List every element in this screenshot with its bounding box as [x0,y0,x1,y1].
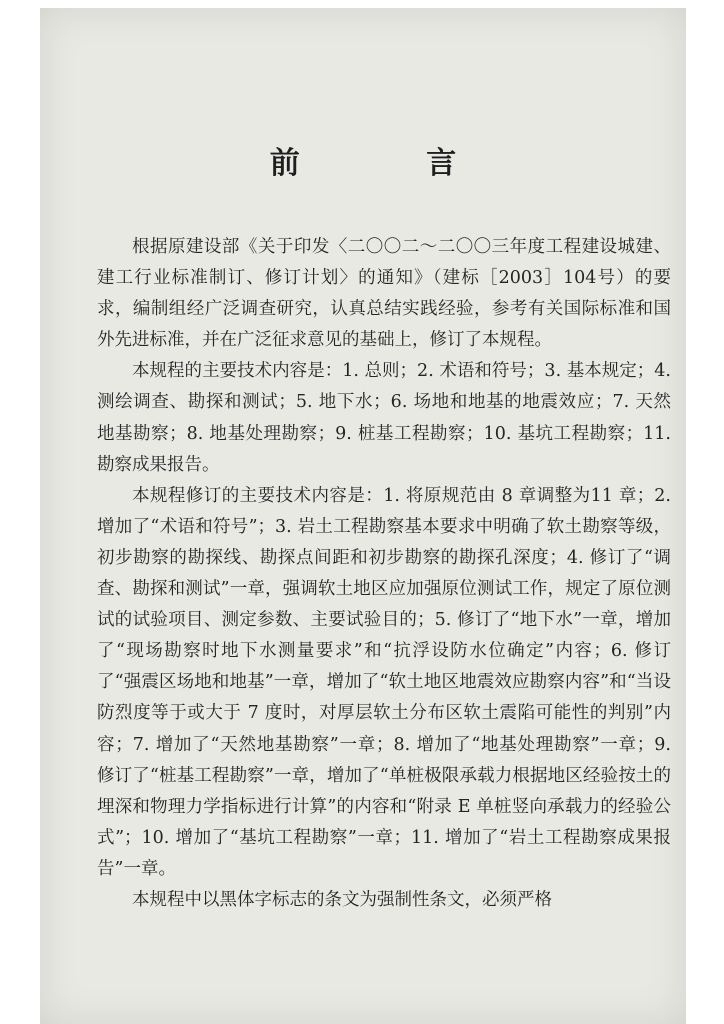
page-body [97,232,671,916]
paragraph-1: 根据原建设部《关于印发〈二〇〇二～二〇〇三年度工程建设城建、建工行业标准制订、修订计划〉的通知》（建标［2003］104号）的要求，编制组经广泛调查研究，认真总结实践经验，参考有关国际标准和国外先进标准，并在广泛征求意见的基础上，修订了本规程。 [97,237,671,351]
paragraph-2: 本规程的主要技术内容是：1. 总则；2. 术语和符号；3. 基本规定；4. 测绘调查、勘探和测试；5. 地下水；6. 场地和地基的地震效应；7. 天然地基勘察；8. 地基处理勘察；9. 桩基工程勘察；10. 基坑工程勘察；11. 勘察成果报告。 [97,361,671,475]
page-title: 前 言 [269,146,515,181]
paragraph-4: 本规程中以黑体字标志的条文为强制性条文，必须严格 [132,889,552,910]
paragraph-3: 本规程修订的主要技术内容是：1. 将原规范由 8 章调整为11 章；2. 增加了“术语和符号”；3. 岩土工程勘察基本要求中明确了软土勘察等级，初步勘察的勘探线、勘探点间距和初步勘察的勘探孔深度；4. 修订了“调查、勘探和测试”一章，强调软土地区应加强原位测试工作，规定了原位测试的试验项目、测定参数、主要试验目的；5. 修订了“地下水”一章，增加了“现场勘察时地下水测量要求”和“抗浮设防水位确定”内容；6. 修订了“强震区场地和地基”一章，增加了“软土地区地震效应勘察内容”和“当设防烈度等于或大于 7 度时，对厚层软土分布区软土震陷可能性的判别”内容；7. 增加了“天然地基勘察”一章；8. 增加了“地基处理勘察”一章；9. 修订了“桩基工程勘察”一章，增加了“单桩极限承载力根据地区经验按土的埋深和物理力学指标进行计算”的内容和“附录 E 单桩竖向承载力的经验公式”；10. 增加了“基坑工程勘察”一章；11. 增加了“岩土工程勘察成果报告”一章。 [97,485,671,879]
scanned-page [40,8,686,1024]
